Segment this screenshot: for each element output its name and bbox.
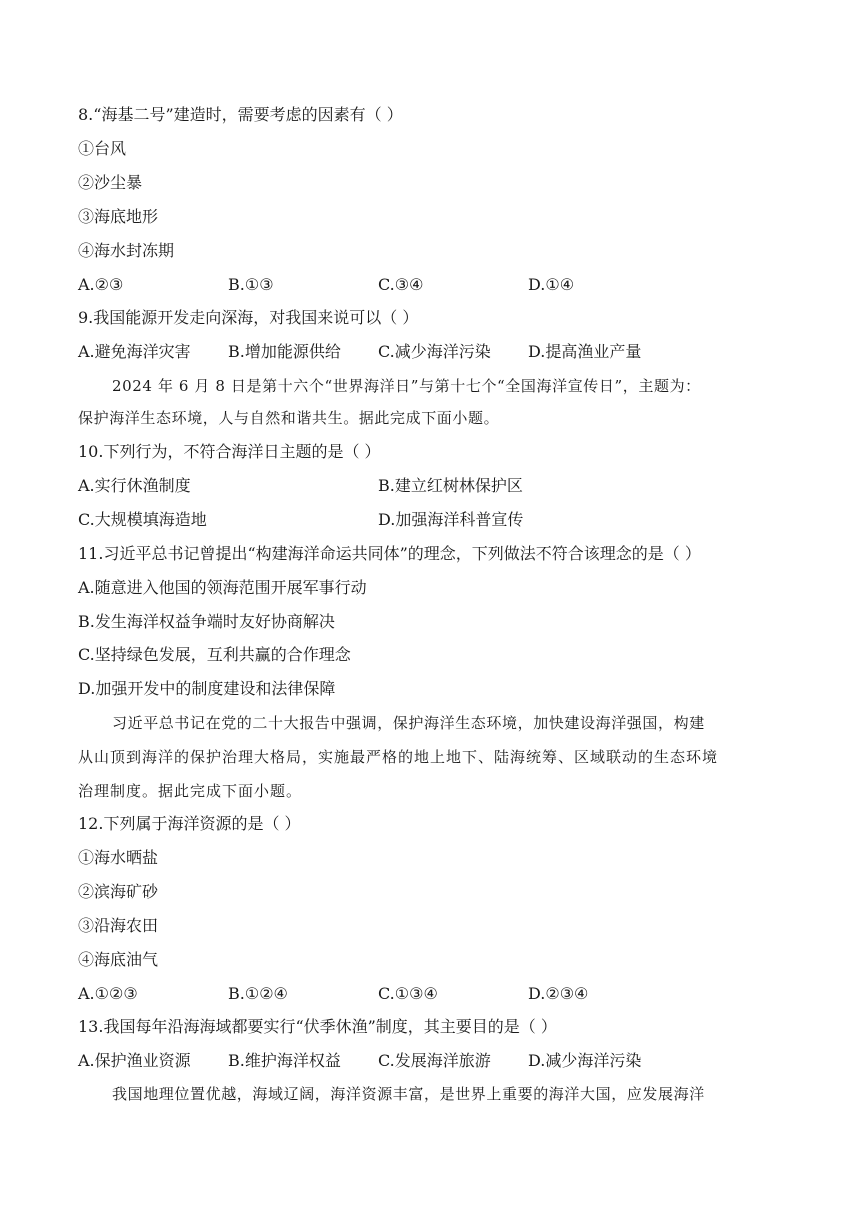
passage-2-line-2: 从山顶到海洋的保护治理大格局，实施最严格的地上地下、陆海统筹、区域联动的生态环境 — [78, 748, 719, 766]
q8-item-2: ②沙尘暴 — [78, 173, 143, 192]
q8-item-4: ④海水封冻期 — [78, 241, 175, 260]
q12-item-1: ①海水晒盐 — [78, 848, 159, 867]
q8-item-3: ③海底地形 — [78, 207, 159, 226]
q11-stem: 11.习近平总书记曾提出“构建海洋命运共同体”的理念，下列做法不符合该理念的是（ ） — [78, 544, 701, 563]
q12-item-3: ③沿海农田 — [78, 916, 159, 935]
q10-option-a: A.实行休渔制度 — [78, 476, 191, 495]
q10-stem: 10.下列行为，不符合海洋日主题的是（ ） — [78, 442, 381, 461]
passage-1-line-2: 保护海洋生态环境，人与自然和谐共生。据此完成下面小题。 — [78, 409, 500, 427]
q12-item-4: ④海底油气 — [78, 950, 159, 969]
q9-option-c: C.减少海洋污染 — [378, 342, 491, 361]
q11-option-a: A.随意进入他国的领海范围开展军事行动 — [78, 578, 367, 597]
q8-option-a: A.②③ — [78, 275, 124, 294]
q12-option-d: D.②③④ — [528, 984, 589, 1003]
q12-stem: 12.下列属于海洋资源的是（ ） — [78, 814, 301, 833]
q8-item-1: ①台风 — [78, 139, 127, 158]
passage-3-line-1: 我国地理位置优越，海域辽阔，海洋资源丰富，是世界上重要的海洋大国，应发展海洋 — [112, 1085, 705, 1103]
passage-1-line-1: 2024 年 6 月 8 日是第十六个“世界海洋日”与第十七个“全国海洋宣传日”，主题为： — [112, 377, 701, 395]
q13-option-a: A.保护渔业资源 — [78, 1051, 191, 1070]
q9-option-d: D.提高渔业产量 — [528, 342, 642, 361]
q13-stem: 13.我国每年沿海海域都要实行“伏季休渔”制度，其主要目的是（ ） — [78, 1017, 557, 1036]
passage-2-line-1: 习近平总书记在党的二十大报告中强调，保护海洋生态环境，加快建设海洋强国，构建 — [112, 714, 705, 732]
q12-item-2: ②滨海矿砂 — [78, 882, 159, 901]
q9-option-b: B.增加能源供给 — [228, 342, 341, 361]
q13-option-d: D.减少海洋污染 — [528, 1051, 642, 1070]
q12-option-a: A.①②③ — [78, 984, 138, 1003]
q10-option-b: B.建立红树林保护区 — [378, 476, 523, 495]
q8-option-d: D.①④ — [528, 275, 575, 294]
q12-option-c: C.①③④ — [378, 984, 438, 1003]
q12-option-b: B.①②④ — [228, 984, 288, 1003]
q10-option-c: C.大规模填海造地 — [78, 510, 207, 529]
q13-option-b: B.维护海洋权益 — [228, 1051, 341, 1070]
q11-option-b: B.发生海洋权益争端时友好协商解决 — [78, 612, 335, 631]
q10-option-d: D.加强海洋科普宣传 — [378, 510, 524, 529]
q8-option-c: C.③④ — [378, 275, 424, 294]
q9-stem: 9.我国能源开发走向深海，对我国来说可以（ ） — [78, 308, 419, 327]
passage-2-line-3: 治理制度。据此完成下面小题。 — [78, 782, 303, 800]
q8-stem: 8.“海基二号”建造时，需要考虑的因素有（ ） — [78, 105, 403, 124]
q13-option-c: C.发展海洋旅游 — [378, 1051, 491, 1070]
q11-option-c: C.坚持绿色发展，互利共赢的合作理念 — [78, 645, 351, 664]
q8-option-b: B.①③ — [228, 275, 274, 294]
q11-option-d: D.加强开发中的制度建设和法律保障 — [78, 679, 336, 698]
q9-option-a: A.避免海洋灾害 — [78, 342, 191, 361]
